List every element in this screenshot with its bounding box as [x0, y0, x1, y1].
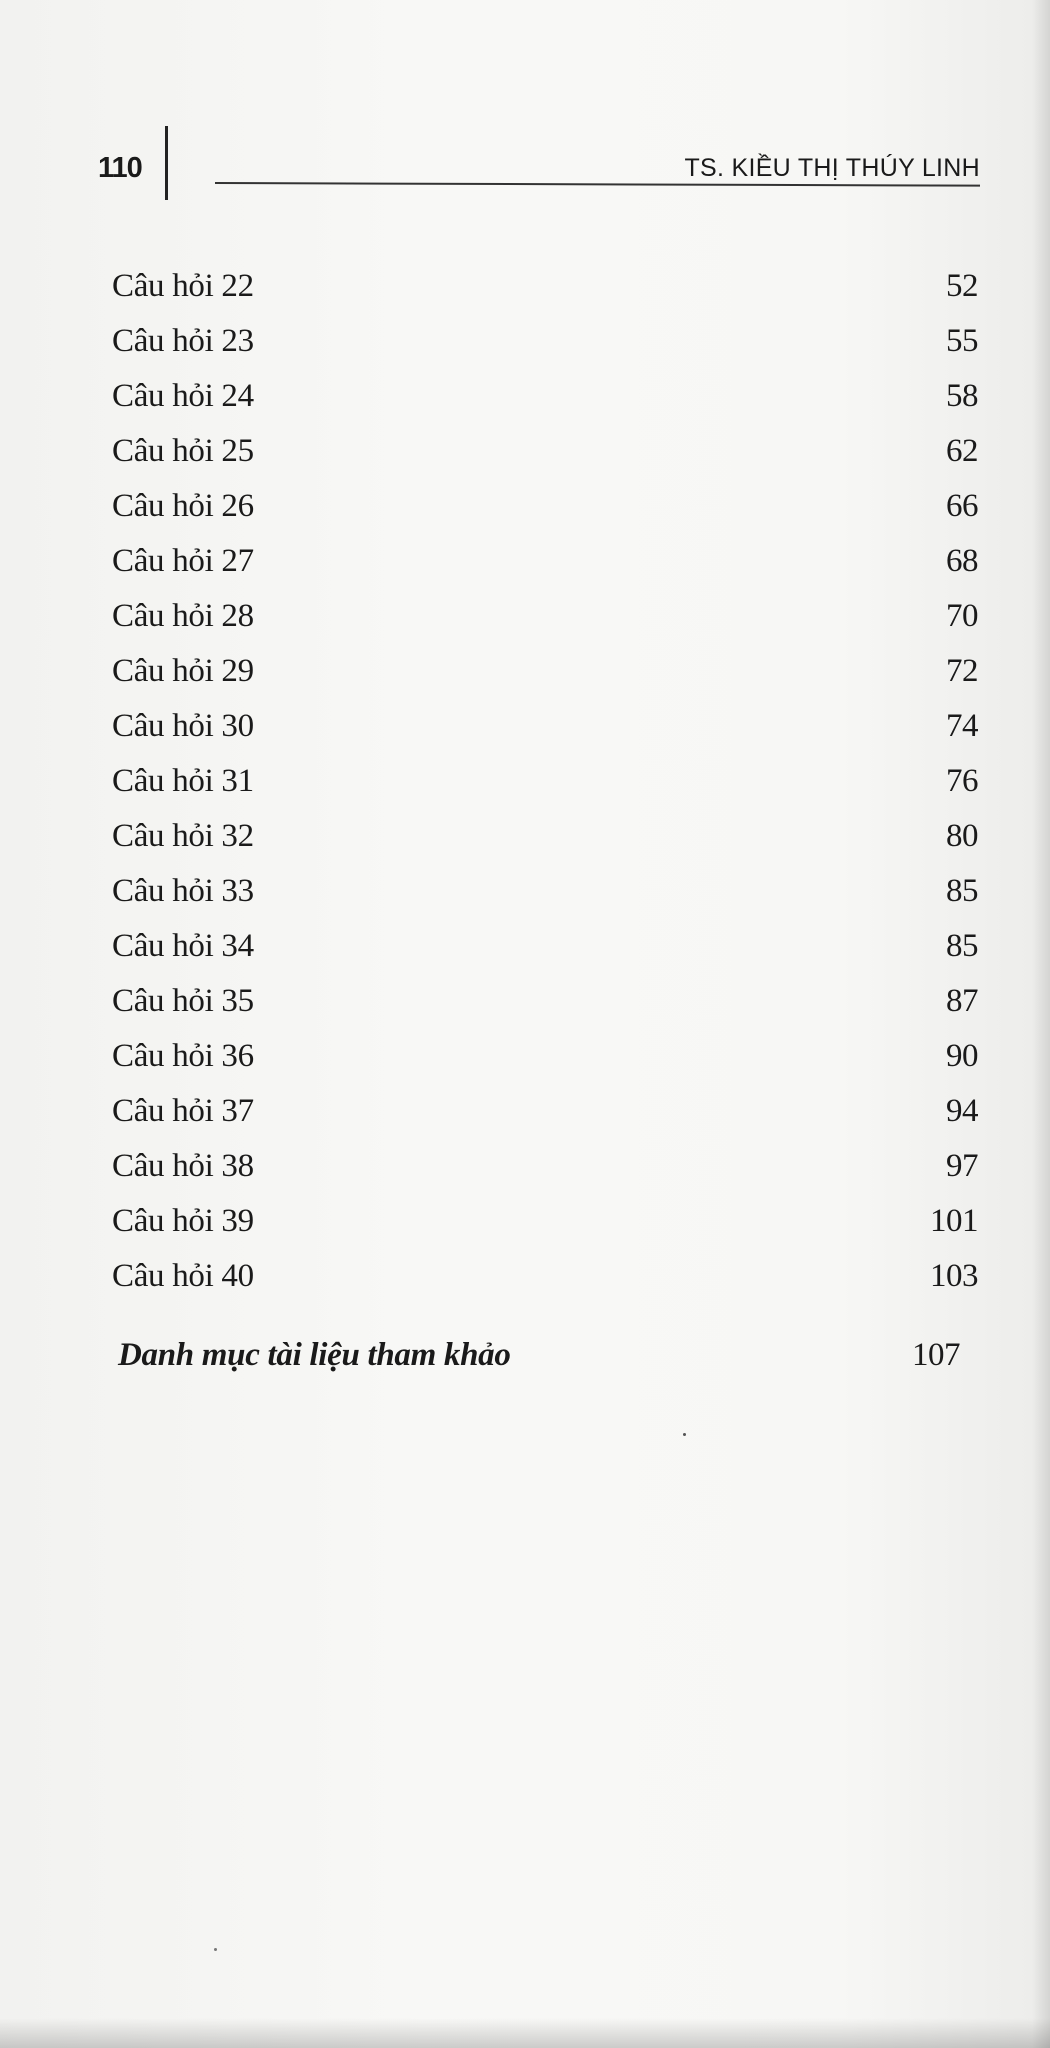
toc-entry-label: Câu hỏi 27	[112, 543, 254, 579]
toc-entry-page: 85	[946, 873, 978, 909]
toc-entry	[112, 488, 978, 540]
toc-entry-label: Câu hỏi 36	[112, 1038, 254, 1074]
ink-speck	[683, 1433, 686, 1436]
toc-entry	[112, 1148, 978, 1200]
toc-entry	[112, 433, 978, 485]
toc-entry-label: Câu hỏi 25	[112, 433, 254, 469]
toc-entry-label: Câu hỏi 22	[112, 268, 254, 304]
toc-entry-page: 66	[946, 488, 978, 524]
toc-entry	[112, 323, 978, 375]
page-number: 110	[98, 152, 142, 184]
header-vertical-bar	[165, 126, 168, 200]
toc-entry	[112, 708, 978, 760]
toc-entry-label: Câu hỏi 26	[112, 488, 254, 524]
toc-entry-label: Câu hỏi 40	[112, 1258, 254, 1294]
toc-entry-page: 74	[946, 708, 978, 744]
toc-entry-page: 76	[946, 763, 978, 799]
toc-entry-label: Câu hỏi 35	[112, 983, 254, 1019]
toc-entry-page: 103	[930, 1258, 978, 1294]
toc-entry	[112, 818, 978, 870]
toc-entry	[112, 928, 978, 980]
toc-entry	[112, 873, 978, 925]
toc-entry	[112, 983, 978, 1035]
ink-speck	[214, 1948, 217, 1951]
toc-entry-label: Câu hỏi 33	[112, 873, 254, 909]
toc-entry-page: 101	[930, 1203, 978, 1239]
toc-entry	[112, 543, 978, 595]
toc-entry-page: 85	[946, 928, 978, 964]
toc-entry-page: 94	[946, 1093, 978, 1129]
toc-entry-page: 97	[946, 1148, 978, 1184]
spine-shadow	[1032, 0, 1050, 2048]
running-title: TS. KIỀU THỊ THÚY LINH	[684, 154, 980, 182]
toc-entry	[112, 1203, 978, 1255]
toc-entry	[112, 763, 978, 815]
toc-entry-page: 62	[946, 433, 978, 469]
toc-entry-page: 87	[946, 983, 978, 1019]
toc-entry-page: 52	[946, 268, 978, 304]
toc-entry-page: 72	[946, 653, 978, 689]
toc-entry	[112, 1093, 978, 1145]
toc-entry-label: Danh mục tài liệu tham khảo	[118, 1337, 511, 1373]
toc-entry	[112, 653, 978, 705]
toc-entry	[112, 268, 978, 320]
toc-entry-page: 58	[946, 378, 978, 414]
toc-entry-label: Câu hỏi 23	[112, 323, 254, 359]
toc-entry-label: Câu hỏi 31	[112, 763, 254, 799]
toc-entry-label: Câu hỏi 28	[112, 598, 254, 634]
toc-entry	[112, 1258, 978, 1310]
toc-entry	[112, 378, 978, 430]
toc-entry	[112, 1038, 978, 1090]
toc-entry-label: Câu hỏi 32	[112, 818, 254, 854]
toc-entry-label: Câu hỏi 24	[112, 378, 254, 414]
toc-entry-page: 70	[946, 598, 978, 634]
toc-entry-label: Câu hỏi 39	[112, 1203, 254, 1239]
page-edge-shadow	[0, 2018, 1050, 2048]
toc-entry-label: Câu hỏi 38	[112, 1148, 254, 1184]
toc-entry-label: Câu hỏi 34	[112, 928, 254, 964]
toc-entry	[112, 598, 978, 650]
toc-entry-label: Câu hỏi 37	[112, 1093, 254, 1129]
toc-entry-references	[118, 1337, 960, 1389]
toc-entry-page: 55	[946, 323, 978, 359]
toc-entry-page: 107	[912, 1337, 960, 1373]
toc-entry-page: 68	[946, 543, 978, 579]
toc-entry-label: Câu hỏi 30	[112, 708, 254, 744]
toc-entry-label: Câu hỏi 29	[112, 653, 254, 689]
toc-entry-page: 80	[946, 818, 978, 854]
toc-entry-page: 90	[946, 1038, 978, 1074]
